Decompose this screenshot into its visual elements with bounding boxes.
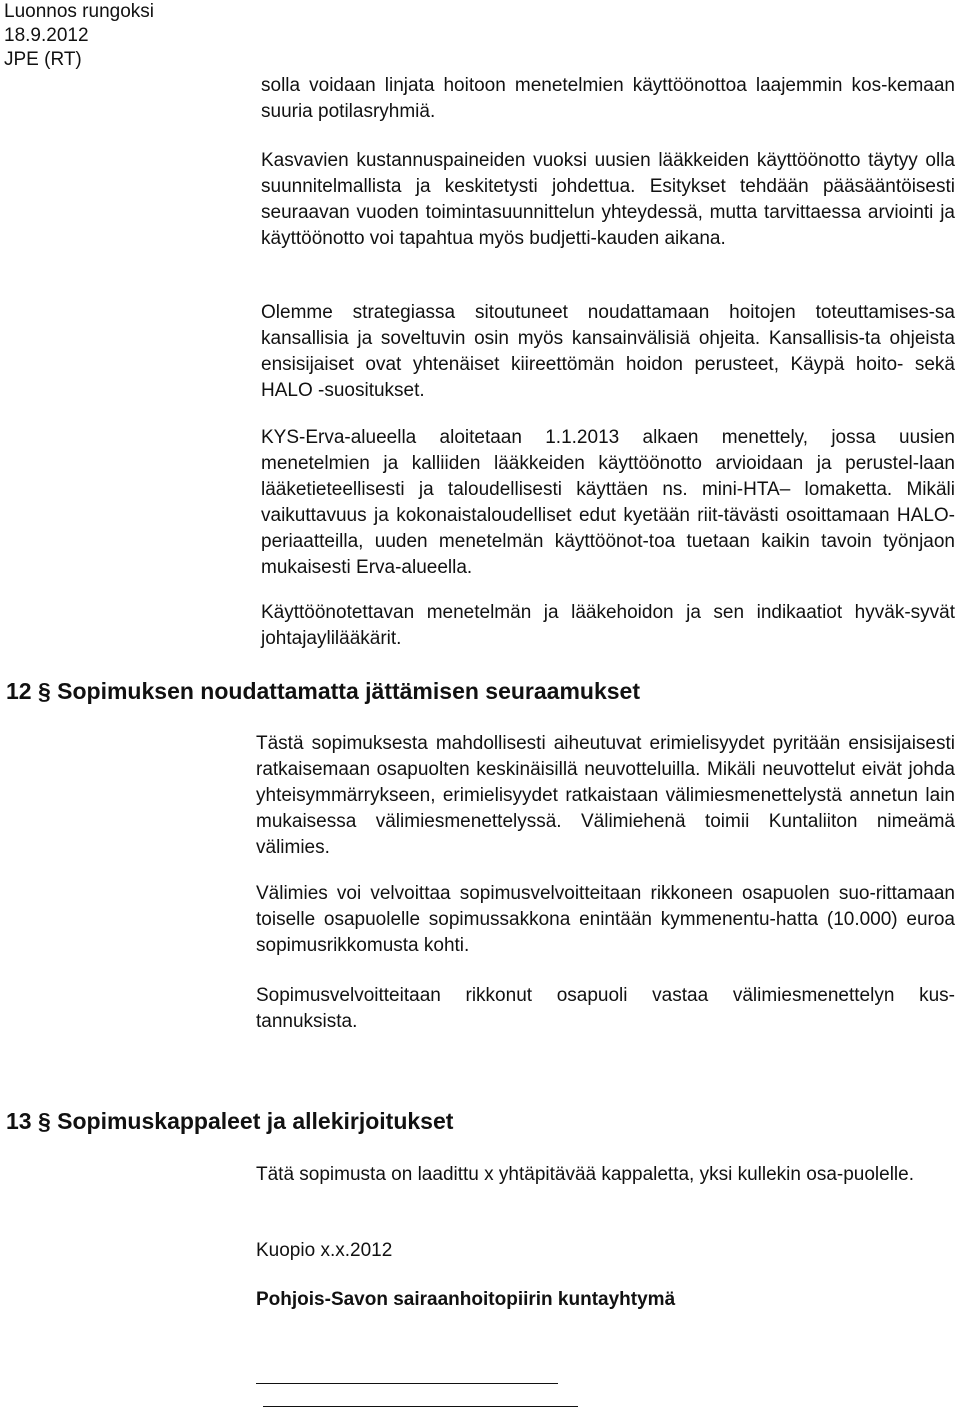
document-date: 18.9.2012 (4, 25, 89, 46)
signatory-organization: Pohjois-Savon sairaanhoitopiirin kuntayhtymä (256, 1289, 676, 1310)
section-13-paragraph-copies: Tätä sopimusta on laadittu x yhtäpitävää kappaletta, yksi kullekin osa-puolelle. (256, 1164, 914, 1185)
document-header (4, 0, 154, 72)
signature-line (256, 1383, 558, 1384)
signature-line (263, 1406, 578, 1407)
document-status: Luonnos rungoksi (4, 1, 154, 22)
paragraph-kys-erva: KYS-Erva-alueella aloitetaan 1.1.2013 alkaen menettely, jossa uusien menetelmien ja kalliiden lääkkeiden käyttöönotto arvioidaan ja perustel-laan lääketieteellisesti ja taloudellisesti käyttäen ns. mini-HTA– lomaketta. Mikäli vaikuttavuus ja kokonaistaloudelliset edut kyetään riit-tävästi osoittamaan HALO-periaatteilla, uuden menetelmän käyttöönot-toa tuetaan kaikin tavoin työnjaon mukaisesti Erva-alueella. (261, 427, 955, 578)
paragraph-continuation: solla voidaan linjata hoitoon menetelmien käyttöönottoa laajemmin kos-kemaan suuria potilasryhmiä. (261, 75, 955, 122)
section-12-paragraph-costs: Sopimusvelvoitteitaan rikkonut osapuoli vastaa välimiesmenettelyn kus-tannuksista. (256, 985, 955, 1032)
section-12-paragraph-penalty: Välimies voi velvoittaa sopimusvelvoitteitaan rikkoneen osapuolen suo-rittamaan toiselle osapuolelle sopimussakkona enintään kymmenentu-hatta (10.000) euroa sopimusrikkomusta kohti. (256, 883, 955, 956)
section-13-heading: 13 § Sopimuskappaleet ja allekirjoitukset (6, 1108, 454, 1134)
section-12-heading: 12 § Sopimuksen noudattamatta jättämisen seuraamukset (6, 678, 640, 704)
paragraph-approval: Käyttöönotettavan menetelmän ja lääkehoidon ja sen indikaatiot hyväk-syvät johtajaylilääkärit. (261, 602, 955, 649)
section-12-paragraph-disputes: Tästä sopimuksesta mahdollisesti aiheutuvat erimielisyydet pyritään ensisijaisesti ratkaisemaan osapuolten keskinäisillä neuvotteluilla. Mikäli neuvottelut eivät johda yhteisymmärrykseen, erimielisyydet ratkaistaan välimiesmenettelystä annetun lain mukaisessa välimiesmenettelyssä. Välimiehenä toimii Kuntaliiton nimeämä välimies. (256, 733, 955, 858)
paragraph-cost-pressure: Kasvavien kustannuspaineiden vuoksi uusien lääkkeiden käyttöönotto täytyy olla suunnitelmallista ja keskitetysti johdettua. Esitykset tehdään pääsääntöisesti seuraavan vuoden toimintasuunnittelun yhteydessä, mutta tarvittaessa arviointi ja käyttöönotto voi tapahtua myös budjetti-kauden aikana. (261, 150, 955, 249)
document-author: JPE (RT) (4, 49, 82, 70)
place-and-date: Kuopio x.x.2012 (256, 1240, 393, 1261)
paragraph-strategy: Olemme strategiassa sitoutuneet noudattamaan hoitojen toteuttamises-sa kansallisia ja soveltuvin osin myös kansainvälisiä ohjeita. Kansallisis-ta ohjeista ensisijaiset ovat yhtenäiset kiireettömän hoidon perusteet, Käypä hoito- sekä HALO -suositukset. (261, 302, 955, 401)
